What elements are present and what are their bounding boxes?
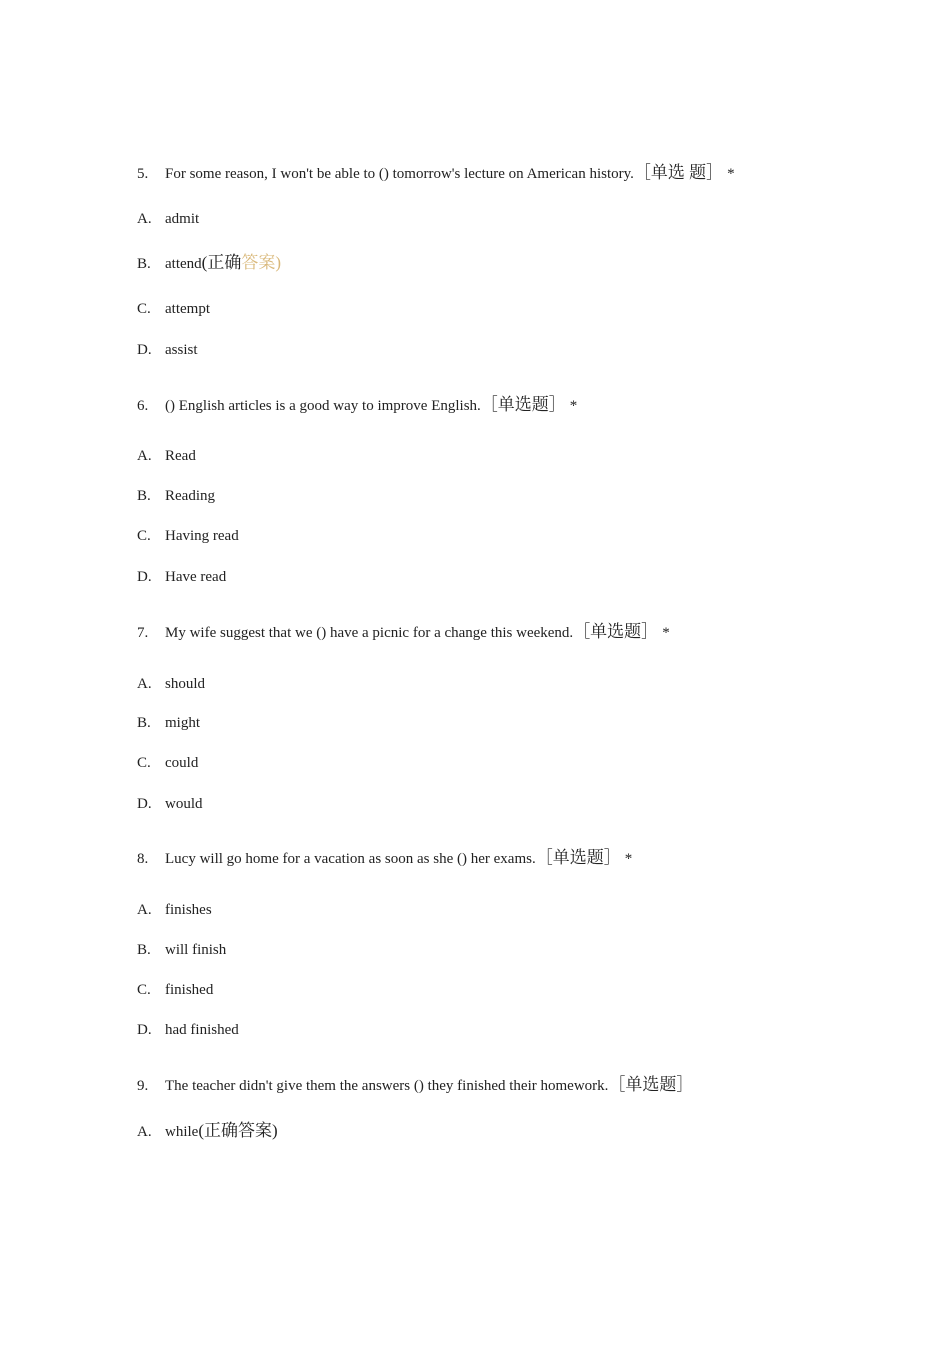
option-c xyxy=(137,753,198,773)
option-text: admit xyxy=(165,211,200,227)
option-letter: D. xyxy=(137,1022,152,1038)
option-text: finished xyxy=(165,982,214,998)
option-d xyxy=(137,794,203,814)
option-text: had finished xyxy=(165,1022,239,1038)
correct-answer-mark-highlight: 答案) xyxy=(241,253,281,272)
question-text: () English articles is a good way to improve English. xyxy=(165,398,481,414)
option-c xyxy=(137,299,210,319)
option-text: finishes xyxy=(165,902,212,918)
option-text: Have read xyxy=(165,569,227,585)
option-letter: B. xyxy=(137,942,151,958)
option-letter: A. xyxy=(137,676,152,692)
option-letter: C. xyxy=(137,755,151,771)
question-number: 8. xyxy=(137,851,149,867)
option-letter: A. xyxy=(137,448,152,464)
question-text: My wife suggest that we () have a picnic for a change this weekend. xyxy=(165,625,574,641)
correct-answer-mark: (正确 xyxy=(201,253,242,272)
option-a xyxy=(137,1121,278,1142)
option-text: Reading xyxy=(165,488,215,504)
option-text: would xyxy=(165,796,203,812)
option-text: should xyxy=(165,676,206,692)
option-d xyxy=(137,340,198,360)
required-marker: * xyxy=(727,166,735,182)
option-text: might xyxy=(165,715,201,731)
option-b xyxy=(137,486,215,506)
option-text: Having read xyxy=(165,528,239,544)
question-8 xyxy=(137,848,632,869)
required-marker: * xyxy=(569,398,578,414)
question-7 xyxy=(137,622,670,643)
option-b xyxy=(137,940,226,960)
option-d xyxy=(137,1020,239,1040)
question-number: 7. xyxy=(137,625,149,641)
option-text: Read xyxy=(165,448,196,464)
option-text: attend xyxy=(165,256,202,272)
option-text: will finish xyxy=(165,942,227,958)
option-d xyxy=(137,567,226,587)
question-type-tag: ［单选题］ xyxy=(573,622,659,641)
option-letter: A. xyxy=(137,902,152,918)
question-number: 5. xyxy=(137,166,149,182)
question-number: 9. xyxy=(137,1078,149,1094)
option-text: assist xyxy=(165,342,198,358)
question-type-tag: ［单选题］ xyxy=(535,848,621,867)
option-letter: D. xyxy=(137,796,152,812)
option-letter: B. xyxy=(137,715,151,731)
question-text: For some reason, I won't be able to () tomorrow's lecture on American history. xyxy=(165,166,634,182)
option-letter: D. xyxy=(137,569,152,585)
question-9 xyxy=(137,1075,693,1096)
option-b xyxy=(137,713,200,733)
option-c xyxy=(137,526,239,546)
option-c xyxy=(137,980,213,1000)
option-letter: C. xyxy=(137,301,151,317)
option-letter: A. xyxy=(137,1124,152,1140)
correct-answer-mark: (正确答案) xyxy=(198,1121,278,1140)
option-text: while xyxy=(165,1124,199,1140)
question-5 xyxy=(137,163,735,184)
required-marker: * xyxy=(624,851,633,867)
option-a xyxy=(137,446,196,466)
option-letter: A. xyxy=(137,211,152,227)
option-b xyxy=(137,253,281,274)
option-letter: C. xyxy=(137,982,151,998)
question-text: Lucy will go home for a vacation as soon as she () her exams. xyxy=(165,851,536,867)
question-type-tag: ［单选 题］ xyxy=(633,163,724,182)
option-letter: B. xyxy=(137,488,151,504)
option-text: attempt xyxy=(165,301,210,317)
question-number: 6. xyxy=(137,398,149,414)
option-a xyxy=(137,674,205,694)
option-a xyxy=(137,209,199,229)
question-type-tag: ［单选题］ xyxy=(480,395,566,414)
question-6 xyxy=(137,395,577,416)
option-a xyxy=(137,900,212,920)
question-text: The teacher didn't give them the answers () they finished their homework. xyxy=(165,1078,609,1094)
question-type-tag: ［单选题］ xyxy=(608,1075,694,1094)
option-letter: B. xyxy=(137,256,151,272)
option-text: could xyxy=(165,755,199,771)
option-letter: C. xyxy=(137,528,151,544)
option-letter: D. xyxy=(137,342,152,358)
required-marker: * xyxy=(662,625,670,641)
